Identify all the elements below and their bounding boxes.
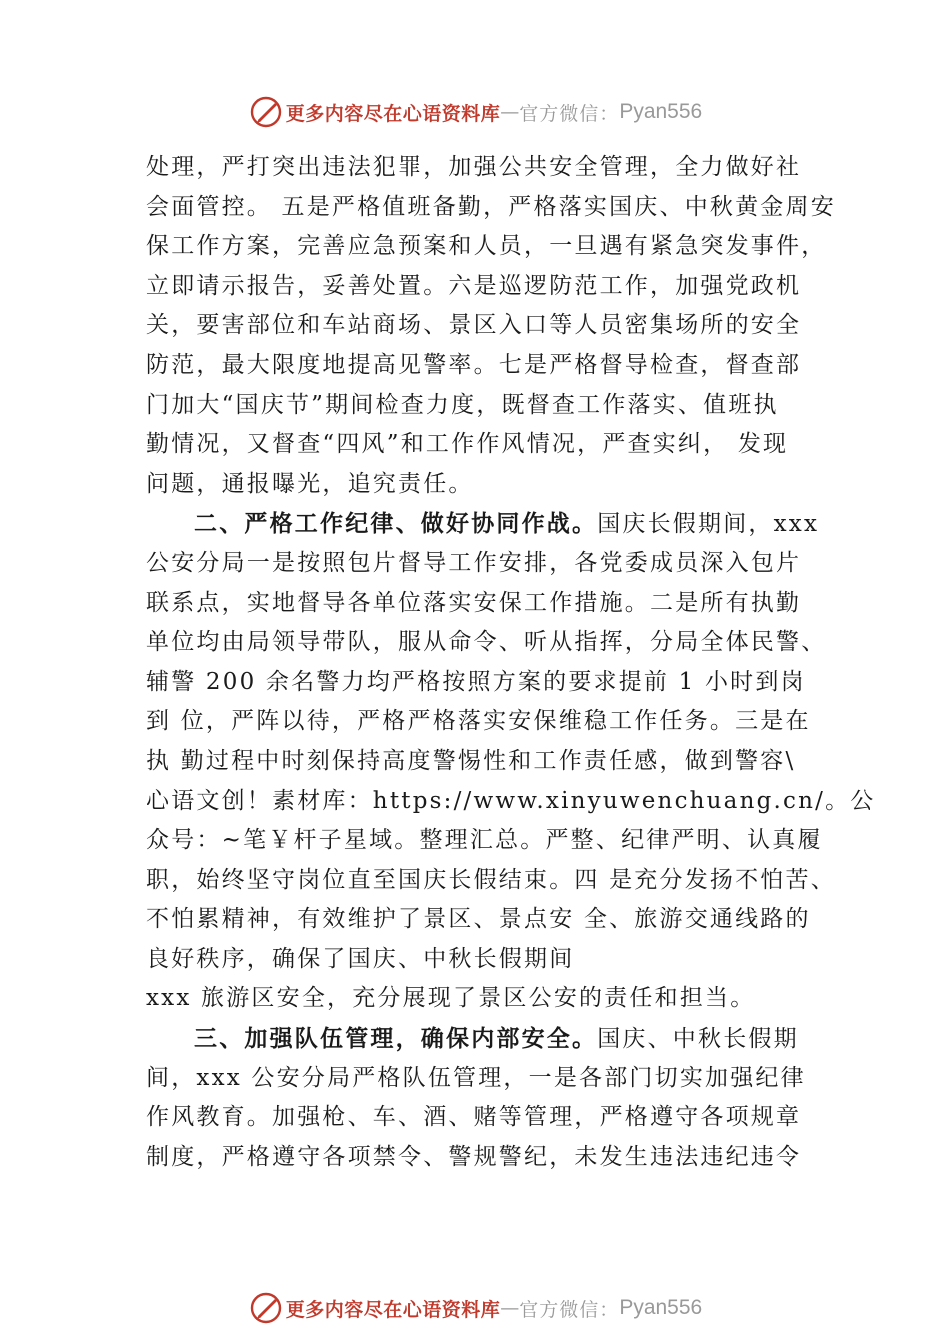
banner-brand: 更多内容尽在心语资料库 <box>285 102 501 125</box>
body-text: 间，xxx 公安分局严格队伍管理，一是各部门切实加强纪律 <box>146 1064 806 1091</box>
body-text: 处理，严打突出违法犯罪，加强公共安全管理，全力做好社 <box>146 154 802 180</box>
banner-wechat-handle: Pyan556 <box>619 100 703 123</box>
body-line <box>146 188 846 228</box>
body-line <box>146 227 846 267</box>
body-text: 立即请示报告，妥善处置。六是巡逻防范工作，加强党政机 <box>146 272 802 299</box>
body-line <box>146 148 846 188</box>
banner-wechat-handle: Pyan556 <box>619 1296 703 1319</box>
body-text: 心语文创！素材库：https://www.xinyuwenchuang.cn/。公 <box>146 787 876 814</box>
banner-separator: — <box>500 101 520 123</box>
body-line <box>146 386 846 426</box>
body-line <box>146 663 846 703</box>
body-text: 国庆长假期间，xxx <box>597 511 820 538</box>
body-text: 勤情况，又督查“四风”和工作作风情况，严查实纠， 发现 <box>146 431 789 458</box>
body-line <box>146 1059 846 1099</box>
body-text: 单位均由局领导带队，服从命令、听从指挥，分局全体民警、 <box>146 629 827 656</box>
body-line <box>146 1019 846 1059</box>
body-line <box>146 346 846 386</box>
body-line <box>146 702 846 742</box>
pen-quill-seal-icon <box>248 94 284 130</box>
body-line <box>146 979 846 1019</box>
body-line <box>146 425 846 465</box>
body-line <box>146 900 846 940</box>
body-line <box>146 504 846 544</box>
body-text: 职，始终坚守岗位直至国庆长假结束。四 是充分发扬不怕苦、 <box>146 866 836 893</box>
body-line <box>146 465 846 505</box>
body-text: 不怕累精神，有效维护了景区、景点安 全、旅游交通线路的 <box>146 906 811 933</box>
header-banner <box>0 92 950 132</box>
body-text: 问题，通报曝光，追究责任。 <box>146 470 474 497</box>
body-text: 会面管控。 五是严格值班备勤，严格落实国庆、中秋黄金周安 <box>146 193 836 220</box>
body-line <box>146 821 846 861</box>
body-line <box>146 1138 846 1178</box>
body-text: 防范，最大限度地提高见警率。七是严格督导检查，督查部 <box>146 351 802 378</box>
banner-brand: 更多内容尽在心语资料库 <box>285 1298 501 1321</box>
body-line <box>146 861 846 901</box>
body-text: 国庆、中秋长假期 <box>597 1026 799 1053</box>
banner-wechat-label: 官方微信： <box>519 102 620 125</box>
body-text: 执 勤过程中时刻保持高度警惕性和工作责任感，做到警容\ <box>146 747 796 774</box>
body-line <box>146 1098 846 1138</box>
body-text: xxx 旅游区安全，充分展现了景区公安的责任和担当。 <box>146 985 756 1012</box>
section-heading: 二、严格工作纪律、做好协同作战。 <box>194 510 598 538</box>
banner-separator: — <box>500 1297 520 1319</box>
body-line <box>146 306 846 346</box>
body-text: 良好秩序，确保了国庆、中秋长假期间 <box>146 945 575 972</box>
body-text: 辅警 200 余名警力均严格按照方案的要求提前 1 小时到岗 <box>146 668 806 695</box>
body-line <box>146 544 846 584</box>
body-line <box>146 267 846 307</box>
banner-wechat-label: 官方微信： <box>519 1298 620 1321</box>
body-text: 联系点，实地督导各单位落实安保工作措施。二是所有执勤 <box>146 589 802 616</box>
body-line <box>146 940 846 980</box>
body-text: 关，要害部位和车站商场、景区入口等人员密集场所的安全 <box>146 312 802 339</box>
body-text: 门加大“国庆节”期间检查力度，既督查工作落实、值班执 <box>146 391 779 418</box>
body-text: 保工作方案，完善应急预案和人员，一旦遇有紧急突发事件， <box>146 233 827 260</box>
body-text: 到 位，严阵以待，严格严格落实安保维稳工作任务。三是在 <box>146 708 811 735</box>
body-text: 作风教育。加强枪、车、酒、赌等管理，严格遵守各项规章 <box>146 1104 802 1131</box>
body-line <box>146 623 846 663</box>
body-line <box>146 742 846 782</box>
body-text: 制度，严格遵守各项禁令、警规警纪，未发生违法违纪违令 <box>146 1143 802 1170</box>
pen-quill-seal-icon <box>248 1290 284 1326</box>
footer-banner <box>0 1288 950 1328</box>
section-heading: 三、加强队伍管理，确保内部安全。 <box>194 1025 598 1053</box>
body-text: 众号：~笔￥杆子星域。整理汇总。严整、纪律严明、认真履 <box>146 827 823 854</box>
document-body <box>146 148 876 1177</box>
body-line <box>146 782 876 822</box>
body-text: 公安分局一是按照包片督导工作安排，各党委成员深入包片 <box>146 549 802 576</box>
body-line <box>146 584 846 624</box>
